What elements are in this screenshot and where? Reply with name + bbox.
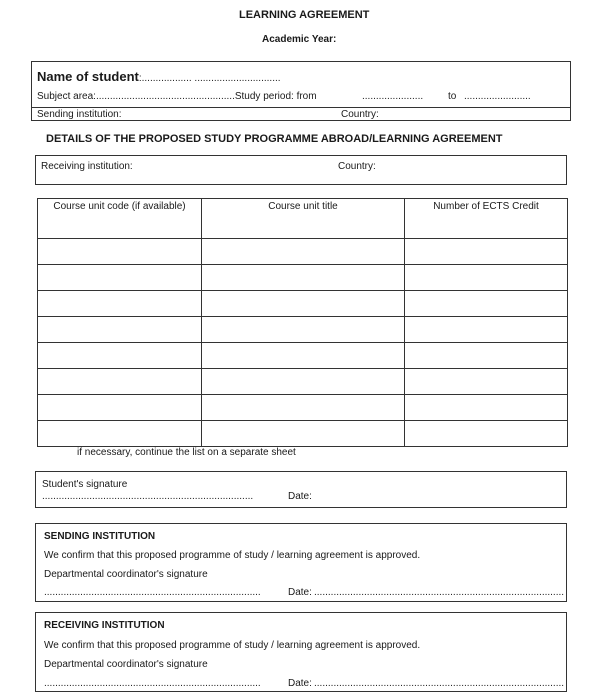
sending-institution-box: [35, 523, 567, 602]
table-row: [38, 343, 568, 369]
to-label: to: [448, 91, 457, 102]
course-code-cell[interactable]: [38, 395, 202, 421]
receiving-coordinator-label: Departmental coordinator's signature: [44, 659, 208, 670]
course-code-cell[interactable]: [38, 291, 202, 317]
sending-country-label: Country:: [341, 109, 379, 120]
name-of-student-field[interactable]: :.................. ...............................: [138, 73, 281, 84]
receiving-institution-heading: RECEIVING INSTITUTION: [44, 620, 165, 631]
sending-institution-label: Sending institution:: [37, 109, 122, 120]
table-row: [38, 369, 568, 395]
column-header: Course unit code (if available): [38, 199, 202, 239]
course-title-cell[interactable]: [202, 291, 405, 317]
document-title: LEARNING AGREEMENT: [239, 9, 370, 21]
course-code-cell[interactable]: [38, 369, 202, 395]
name-of-student-label: Name of student: [37, 69, 139, 84]
table-row: [38, 317, 568, 343]
column-header: Number of ECTS Credit: [405, 199, 568, 239]
course-table-header: [38, 199, 568, 239]
academic-year-label: Academic Year:: [262, 34, 337, 45]
receiving-institution-box: [35, 155, 567, 185]
table-row: [38, 291, 568, 317]
course-code-cell[interactable]: [38, 421, 202, 447]
table-row: [38, 395, 568, 421]
from-field[interactable]: ......................: [362, 91, 424, 102]
name-of-student-row: [37, 68, 281, 86]
receiving-date-label: Date:: [288, 678, 312, 689]
to-field[interactable]: ........................: [464, 91, 531, 102]
course-code-cell[interactable]: [38, 317, 202, 343]
ects-credit-cell[interactable]: [405, 291, 568, 317]
course-title-cell[interactable]: [202, 265, 405, 291]
column-header: Course unit title: [202, 199, 405, 239]
course-title-cell[interactable]: [202, 421, 405, 447]
student-info-box: [31, 61, 571, 121]
course-code-cell[interactable]: [38, 265, 202, 291]
ects-credit-cell[interactable]: [405, 265, 568, 291]
ects-credit-cell[interactable]: [405, 343, 568, 369]
receiving-institution-label: Receiving institution:: [41, 161, 133, 172]
continue-list-note: if necessary, continue the list on a separate sheet: [77, 447, 296, 458]
course-table: [37, 198, 568, 447]
study-period-label: Study period: from: [234, 91, 317, 102]
course-title-cell[interactable]: [202, 395, 405, 421]
course-title-cell[interactable]: [202, 317, 405, 343]
ects-credit-cell[interactable]: [405, 395, 568, 421]
course-code-cell[interactable]: [38, 239, 202, 265]
receiving-country-label: Country:: [338, 161, 376, 172]
course-code-cell[interactable]: [38, 343, 202, 369]
subject-row: [37, 91, 317, 102]
course-title-cell[interactable]: [202, 343, 405, 369]
student-date-label: Date:: [288, 491, 312, 502]
ects-credit-cell[interactable]: [405, 369, 568, 395]
student-signature-field[interactable]: ............................................................................: [42, 491, 254, 502]
ects-credit-cell[interactable]: [405, 239, 568, 265]
sending-coordinator-signature-field[interactable]: ..............................................................................: [44, 587, 261, 598]
course-title-cell[interactable]: [202, 369, 405, 395]
table-row: [38, 421, 568, 447]
table-row: [38, 239, 568, 265]
ects-credit-cell[interactable]: [405, 421, 568, 447]
student-signature-box: [35, 471, 567, 508]
receiving-confirm-text: We confirm that this proposed programme of study / learning agreement is approved.: [44, 640, 421, 651]
sending-confirm-text: We confirm that this proposed programme of study / learning agreement is approved.: [44, 550, 421, 561]
section-heading: DETAILS OF THE PROPOSED STUDY PROGRAMME ABROAD/LEARNING AGREEMENT: [46, 133, 503, 145]
course-title-cell[interactable]: [202, 239, 405, 265]
subject-area-label: Subject area:: [37, 91, 96, 102]
subject-area-field[interactable]: ..................................................: [95, 91, 235, 102]
sending-date-label: Date:: [288, 587, 312, 598]
sending-institution-heading: SENDING INSTITUTION: [44, 531, 156, 542]
receiving-institution-signature-box: [35, 612, 567, 692]
receiving-coordinator-signature-field[interactable]: ..............................................................................: [44, 678, 261, 689]
receiving-date-field[interactable]: ..........................................................................................: [314, 678, 565, 689]
student-box-divider: [32, 107, 570, 108]
student-signature-label: Student's signature: [42, 479, 128, 490]
ects-credit-cell[interactable]: [405, 317, 568, 343]
table-row: [38, 265, 568, 291]
sending-date-field[interactable]: ..........................................................................................: [314, 587, 565, 598]
sending-coordinator-label: Departmental coordinator's signature: [44, 569, 208, 580]
